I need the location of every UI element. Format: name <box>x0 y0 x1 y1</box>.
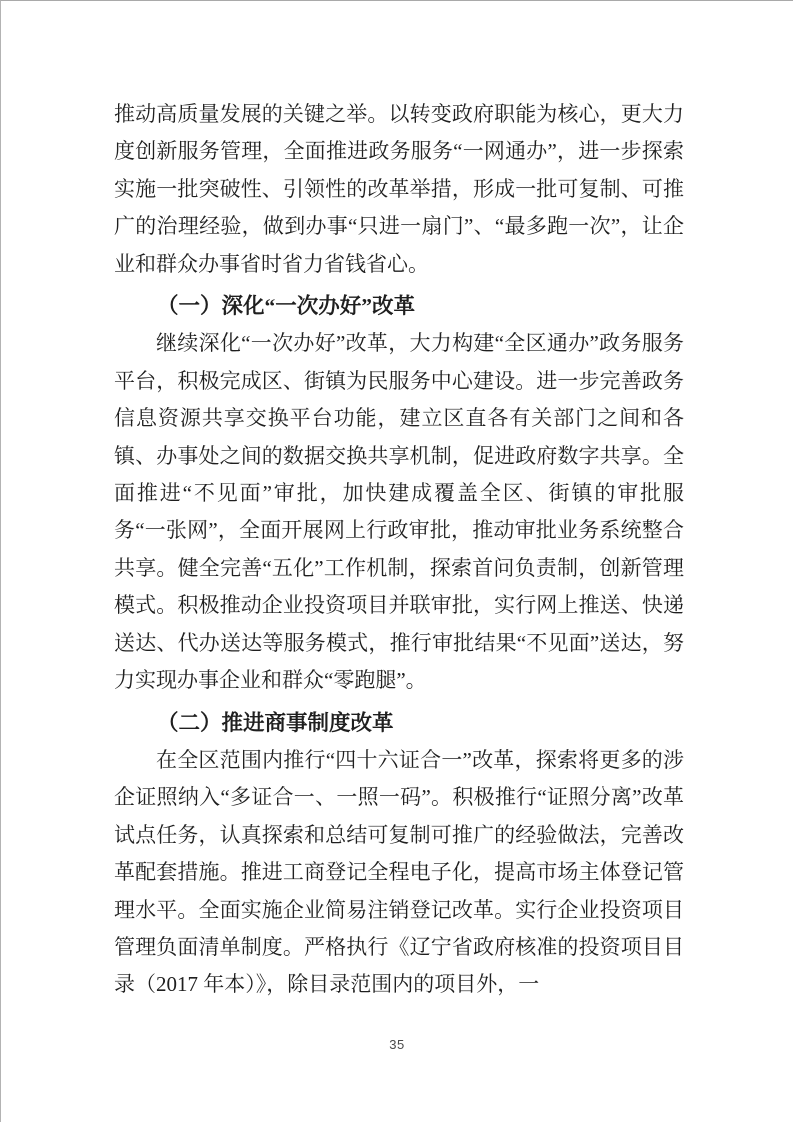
section-heading-2: （二）推进商事制度改革 <box>157 710 394 735</box>
document-body <box>114 96 684 1004</box>
paragraph-section-1: 继续深化“一次办好”改革，大力构建“全区通办”政务服务平台，积极完成区、街镇为民服务中心建设。进一步完善政务信息资源共享交换平台功能，建立区直各有关部门之间和各镇、办事处之间的数据交换共享机制，促进政府数字共享。全面推进“不见面”审批，加快建成覆盖全区、街镇的审批服务“一张网”，全面开展网上行政审批，推动审批业务系统整合共享。健全完善“五化”工作机制，探索首问负责制，创新管理模式。积极推动企业投资项目并联审批，实行网上推送、快递送达、代办送达等服务模式，推行审批结果“不见面”送达，努力实现办事企业和群众“零跑腿”。 <box>114 331 684 693</box>
page-number: 35 <box>389 1037 405 1052</box>
paragraph-continuation: 推动高质量发展的关键之举。以转变政府职能为核心，更大力度创新服务管理，全面推进政务服务“一网通办”，进一步探索实施一批突破性、引领性的改革举措，形成一批可复制、可推广的治理经验，做到办事“只进一扇门”、“最多跑一次”，让企业和群众办事省时省力省钱省心。 <box>114 102 684 276</box>
paragraph-section-2: 在全区范围内推行“四十六证合一”改革，探索将更多的涉企证照纳入“多证合一、一照一码”。积极推行“证照分离”改革试点任务，认真探索和总结可复制可推广的经验做法，完善改革配套措施。推进工商登记全程电子化，提高市场主体登记管理水平。全面实施企业简易注销登记改革。实行企业投资项目管理负面清单制度。严格执行《辽宁省政府核准的投资项目目录（2017 年本）》，除目录范围内的项目外，一 <box>114 747 684 997</box>
section-heading-1: （一）深化“一次办好”改革 <box>157 294 416 319</box>
